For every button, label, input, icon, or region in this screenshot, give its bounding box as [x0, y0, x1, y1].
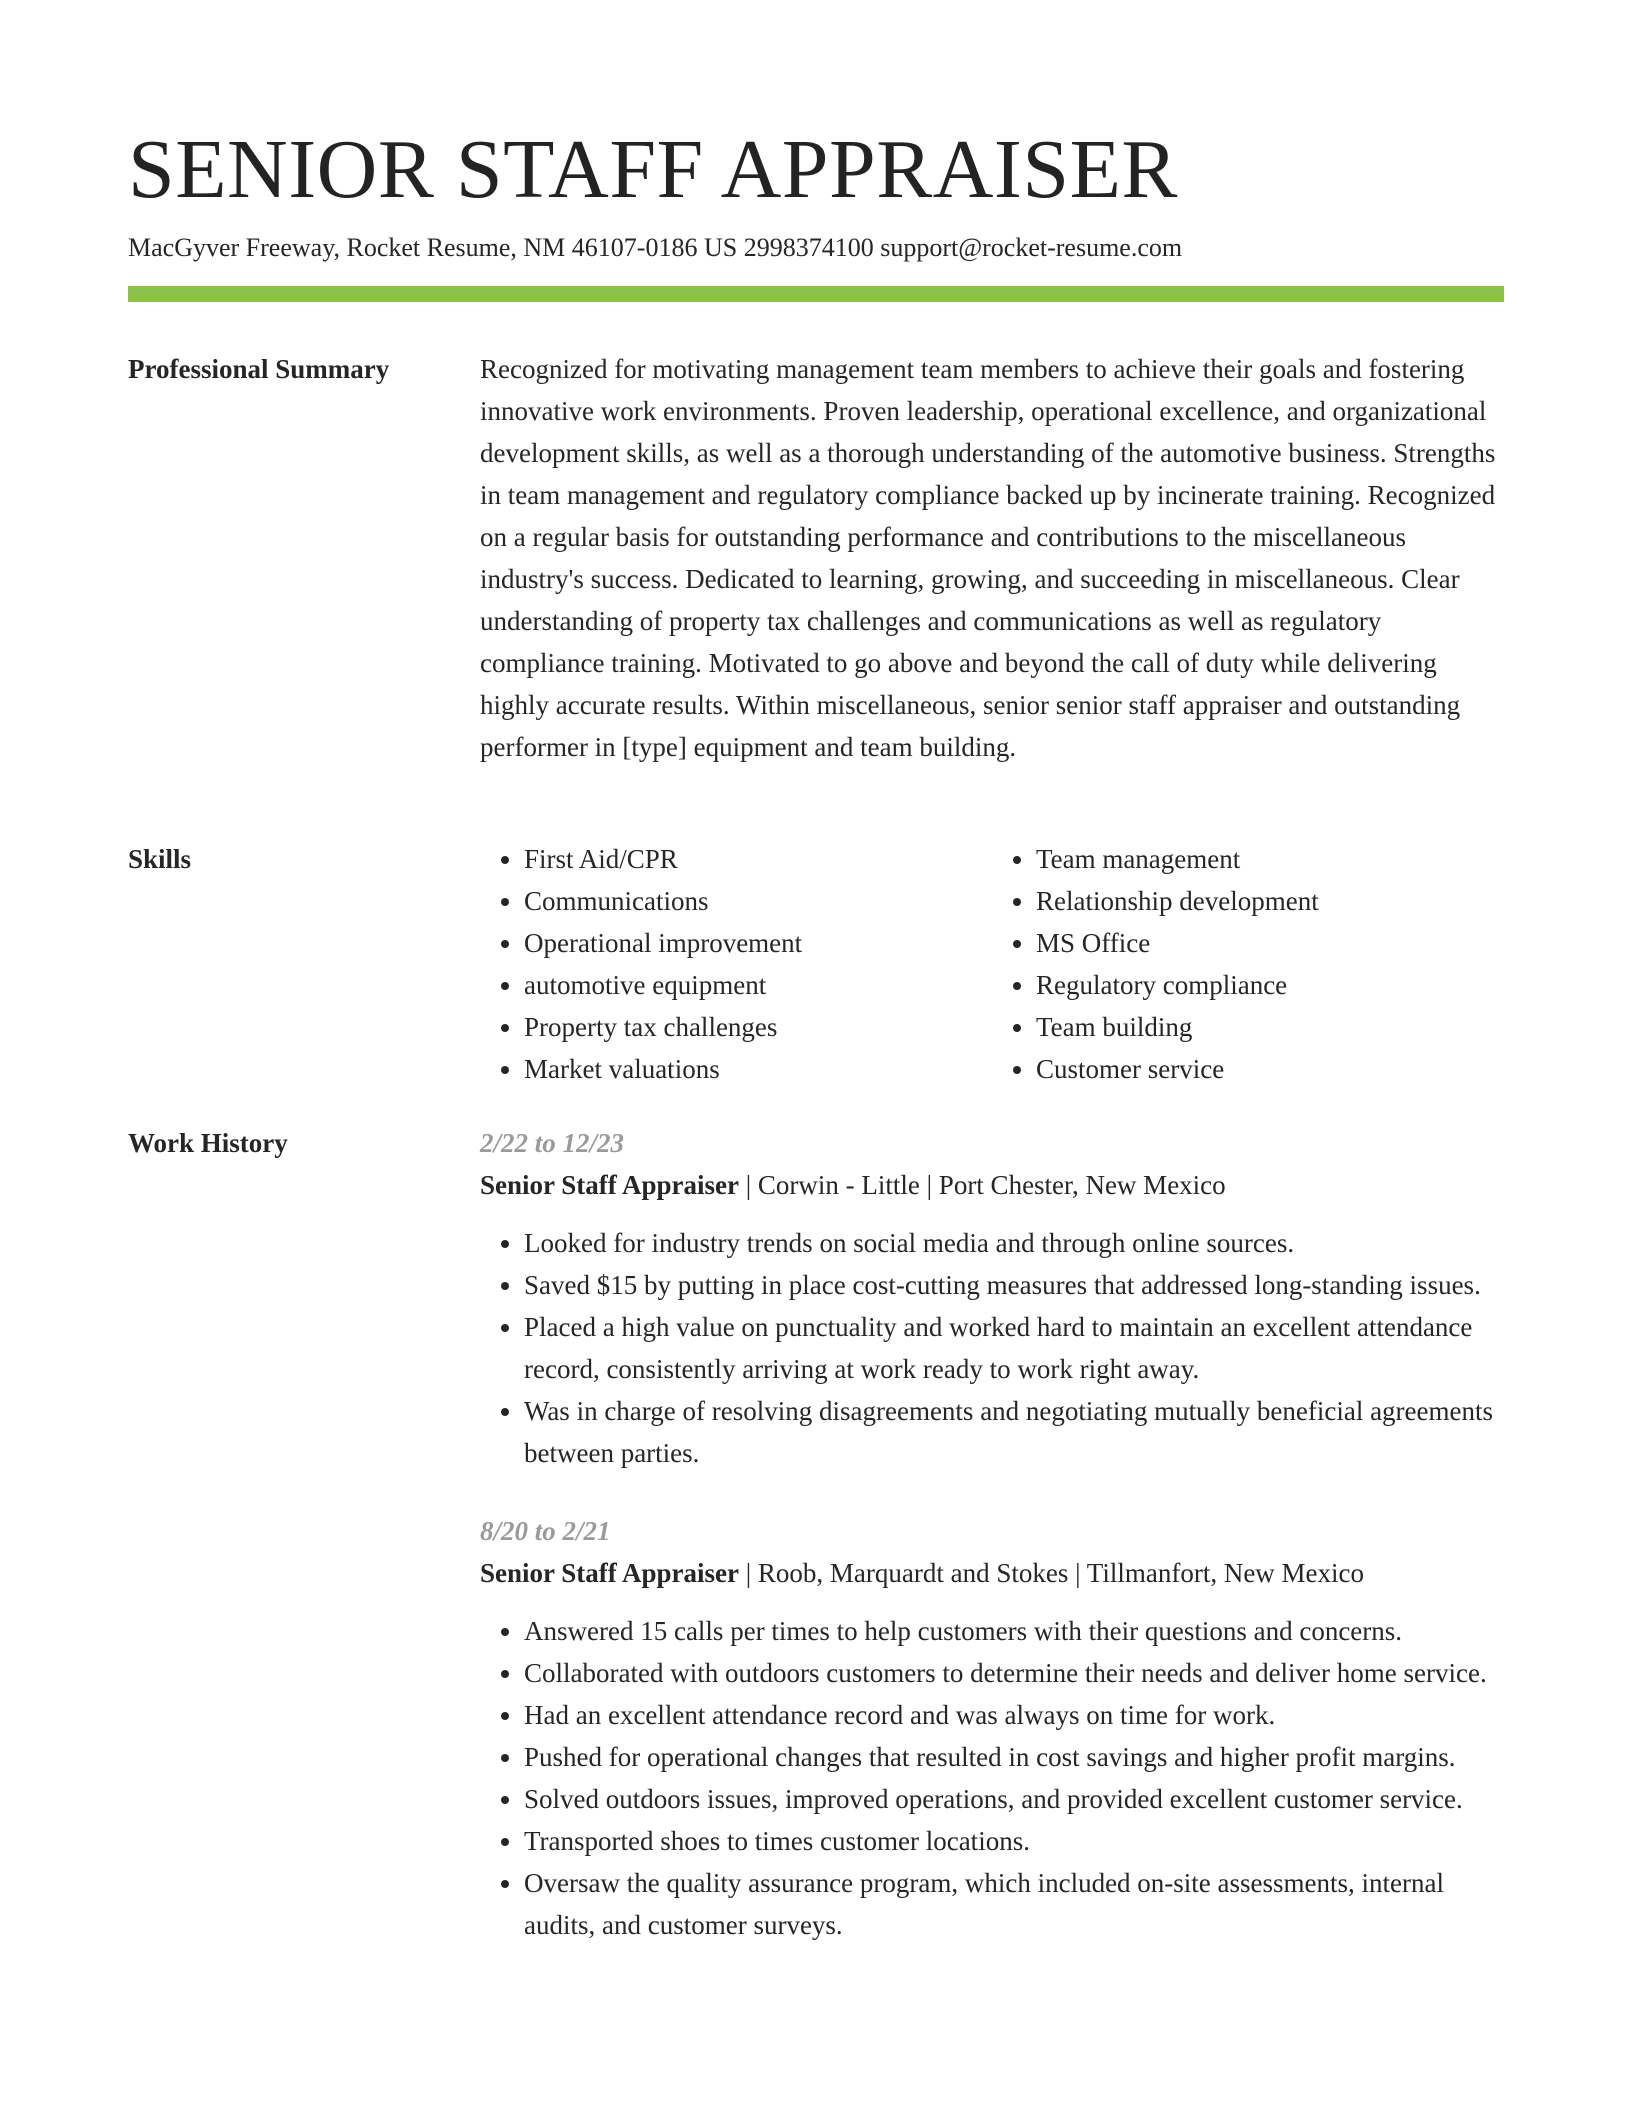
skill-item: • Operational improvement: [524, 922, 992, 964]
resume-title: SENIOR STAFF APPRAISER: [128, 123, 1178, 216]
skills-list-left: [480, 838, 992, 1090]
skill-item: • Communications: [524, 880, 992, 922]
section-heading-skills: Skills: [128, 844, 192, 874]
job-dates: 2/22 to 12/23: [480, 1128, 625, 1158]
job-bullet: • Solved outdoors issues, improved operations, and provided excellent customer service.: [524, 1778, 1504, 1820]
skill-item: • automotive equipment: [524, 964, 992, 1006]
skill-item: • Customer service: [1036, 1048, 1504, 1090]
job-dates: 8/20 to 2/21: [480, 1516, 611, 1546]
skill-item: • MS Office: [1036, 922, 1504, 964]
section-heading-summary: Professional Summary: [128, 354, 390, 384]
section-heading-work-history: Work History: [128, 1128, 288, 1158]
contact-line: MacGyver Freeway, Rocket Resume, NM 46107-0186 US 2998374100 support@rocket-resume.com: [128, 233, 1183, 262]
job-bullets: [480, 1610, 1504, 1946]
job-bullet: • Had an excellent attendance record and was always on time for work.: [524, 1694, 1504, 1736]
job-entry: [480, 1510, 1504, 1946]
job-bullet: • Was in charge of resolving disagreements and negotiating mutually beneficial agreements between parties.: [524, 1390, 1504, 1474]
job-bullet: • Oversaw the quality assurance program, which included on-site assessments, internal audits, and customer surveys.: [524, 1862, 1504, 1946]
job-bullet: • Saved $15 by putting in place cost-cutting measures that addressed long-standing issues.: [524, 1264, 1504, 1306]
job-entry: [480, 1122, 1504, 1474]
summary-text: Recognized for motivating management team members to achieve their goals and fostering innovative work environments. Proven leadership, operational excellence, and organizational development skills, as well as a thorough understanding of the automotive business. Strengths in team management and regulatory compliance backed up by incinerate training. Recognized on a regular basis for outstanding performance and contributions to the miscellaneous industry's success. Dedicated to learning, growing, and succeeding in miscellaneous. Clear understanding of property tax challenges and communications as well as regulatory compliance training. Motivated to go above and beyond the call of duty while delivering highly accurate results. Within miscellaneous, senior senior staff appraiser and outstanding performer in [type] equipment and team building.: [480, 354, 1496, 762]
job-bullet: • Pushed for operational changes that resulted in cost savings and higher profit margins.: [524, 1736, 1504, 1778]
skill-item: • Team management: [1036, 838, 1504, 880]
job-bullets: [480, 1222, 1504, 1474]
job-bullet: • Transported shoes to times customer locations.: [524, 1820, 1504, 1862]
job-bullet: • Answered 15 calls per times to help customers with their questions and concerns.: [524, 1610, 1504, 1652]
accent-divider: [128, 286, 1504, 302]
job-title: Senior Staff Appraiser: [480, 1170, 740, 1200]
skill-item: • Regulatory compliance: [1036, 964, 1504, 1006]
job-company-location: | Roob, Marquardt and Stokes | Tillmanfort, New Mexico: [739, 1558, 1365, 1588]
job-heading: [480, 1164, 1504, 1206]
skills-list-right: [992, 838, 1504, 1090]
skill-item: • Property tax challenges: [524, 1006, 992, 1048]
job-bullet: • Looked for industry trends on social media and through online sources.: [524, 1222, 1504, 1264]
skill-item: • Market valuations: [524, 1048, 992, 1090]
job-company-location: | Corwin - Little | Port Chester, New Mexico: [739, 1170, 1226, 1200]
job-bullet: • Placed a high value on punctuality and worked hard to maintain an excellent attendance record, consistently arriving at work ready to work right away.: [524, 1306, 1504, 1390]
job-bullet: • Collaborated with outdoors customers to determine their needs and deliver home service.: [524, 1652, 1504, 1694]
job-title: Senior Staff Appraiser: [480, 1558, 740, 1588]
skill-item: • Relationship development: [1036, 880, 1504, 922]
skill-item: • Team building: [1036, 1006, 1504, 1048]
job-heading: [480, 1552, 1504, 1594]
skill-item: • First Aid/CPR: [524, 838, 992, 880]
